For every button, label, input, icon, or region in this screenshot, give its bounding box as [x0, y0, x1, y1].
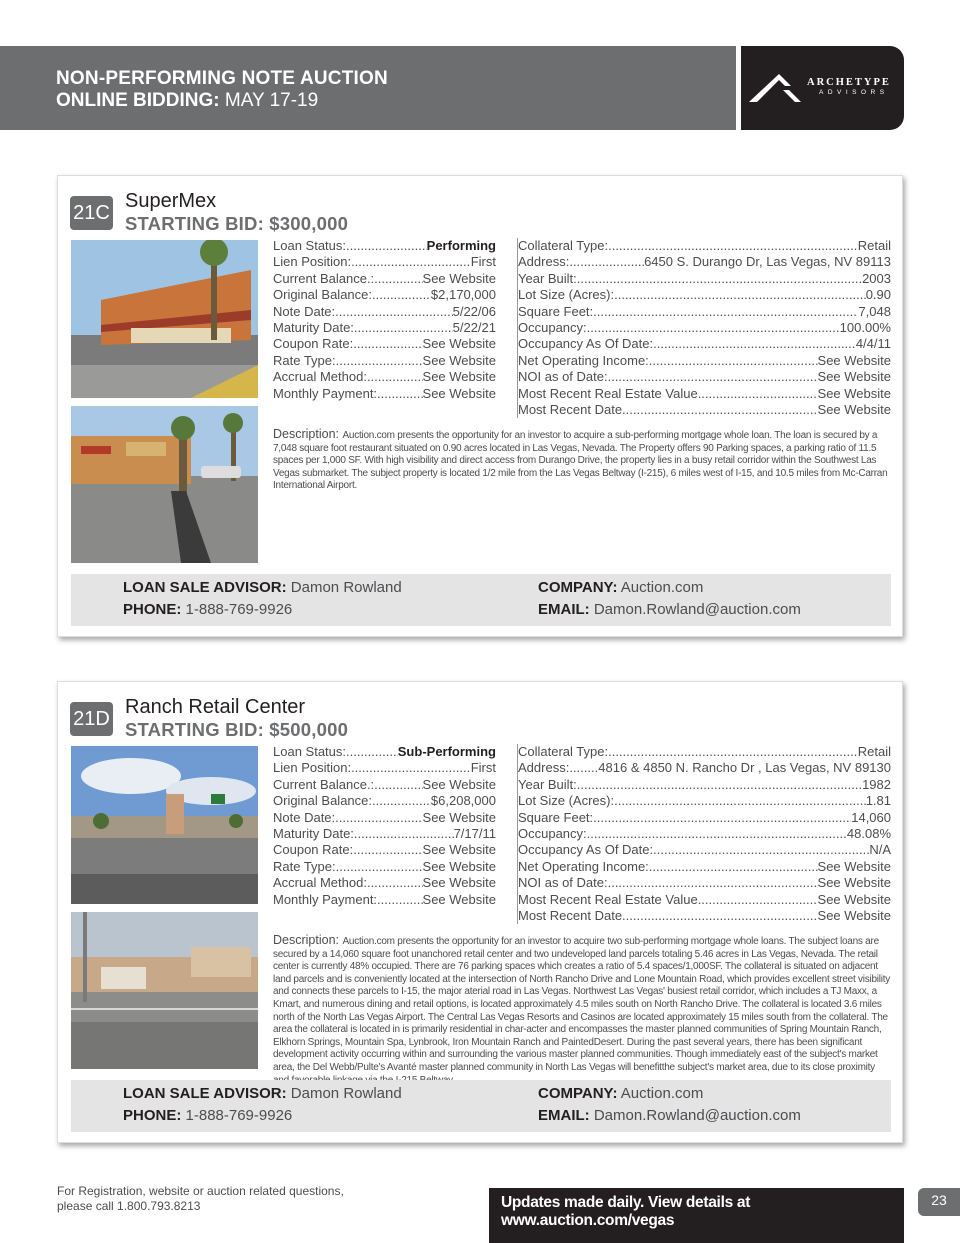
- advisor-phone[interactable]: PHONE: 1-888-769-9926: [123, 601, 293, 618]
- loan-detail-row: Original Balance: ..... $6,208,000: [273, 793, 496, 809]
- loan-detail-row: Maturity Date: ..... 7/17/11: [273, 826, 496, 842]
- collateral-detail-row: Most Recent Date ..... See Website: [518, 402, 891, 418]
- listing-title: SuperMex: [125, 190, 217, 212]
- loan-detail-row: Coupon Rate: ..... See Website: [273, 842, 496, 858]
- archetype-logo-icon: [749, 72, 809, 104]
- advisor-panel: [71, 574, 891, 626]
- logo-name: ARCHETYPE: [807, 77, 891, 88]
- page-number: 23: [918, 1188, 960, 1216]
- registration-note: For Registration, website or auction related questions, please call 1.800.793.8213: [57, 1184, 344, 1213]
- collateral-detail-row: Collateral Type: ..... Retail: [518, 744, 891, 760]
- collateral-detail-row: Square Feet: ..... 7,048: [518, 304, 891, 320]
- updates-link-text[interactable]: Updates made daily. View details at www.auction.com/vegas: [501, 1194, 751, 1229]
- property-photo-street: [71, 912, 258, 1069]
- collateral-detail-row: Most Recent Date ..... See Website: [518, 908, 891, 924]
- advisor-panel: [71, 1080, 891, 1132]
- collateral-detail-row: Most Recent Real Estate Value ..... See Website: [518, 892, 891, 908]
- loan-detail-row: Monthly Payment: ..... See Website: [273, 386, 496, 402]
- starting-bid: STARTING BID: $300,000: [125, 213, 349, 234]
- updates-banner: [489, 1188, 904, 1243]
- loan-detail-row: Lien Position: ..... First: [273, 254, 496, 270]
- collateral-detail-row: Year Built: ..... 2003: [518, 271, 891, 287]
- collateral-detail-row: Occupancy: ..... 48.08%: [518, 826, 891, 842]
- collateral-detail-row: Net Operating Income: ..... See Website: [518, 353, 891, 369]
- collateral-details: [517, 744, 891, 924]
- collateral-detail-row: Occupancy: ..... 100.00%: [518, 320, 891, 336]
- loan-detail-row: Note Date: ..... See Website: [273, 810, 496, 826]
- logo-subtitle: ADVISORS: [819, 89, 889, 96]
- collateral-details: [517, 238, 891, 418]
- archetype-logo: [741, 46, 904, 130]
- collateral-detail-row: Year Built: ..... 1982: [518, 777, 891, 793]
- header-banner: [0, 46, 736, 130]
- listing-badge: 21D: [70, 702, 113, 736]
- property-photo-parking: [71, 406, 258, 563]
- collateral-detail-row: NOI as of Date: ..... See Website: [518, 875, 891, 891]
- header-subtitle: ONLINE BIDDING: MAY 17-19: [56, 90, 319, 111]
- loan-detail-row: Current Balance.: ..... See Website: [273, 777, 496, 793]
- collateral-detail-row: Lot Size (Acres): ..... 0.90: [518, 287, 891, 303]
- loan-detail-row: Loan Status: ..... Sub-Performing: [273, 744, 496, 760]
- collateral-detail-row: Net Operating Income: ..... See Website: [518, 859, 891, 875]
- collateral-detail-row: NOI as of Date: ..... See Website: [518, 369, 891, 385]
- collateral-detail-row: Collateral Type: ..... Retail: [518, 238, 891, 254]
- loan-detail-row: Current Balance.: ..... See Website: [273, 271, 496, 287]
- loan-detail-row: Lien Position: ..... First: [273, 760, 496, 776]
- listing-description: Description: Auction.com presents the opportunity for an investor to acquire two sub-performing mortgage whole loans. The subject loans are secured by a 14,060 square foot unanchored retail center and two undeveloped land parcels totaling 5.46 acres in Las Vegas, Nevada. The retail center is currently 48% occupied. There are 76 parking spaces which creates a ratio of 5.4 spaces/1,000SF. The collateral is situated on adjacent land parcels and is conveniently located at the intersection of North Rancho Drive and Lone Mountain Road, which provides excellent street visibility and connects these parcels to I-15, the major aterial road in Las Vegas. Northwest Las Vegas' busiest retail corridor, which includes a TJ Maxx, a Kmart, and numerous dining and retail options, is located approximately 4.5 miles south on North Rancho Drive. The collateral is located 3.6 miles north of the North Las Vegas Airport. The Central Las Vegas Resorts and Casinos are located approximately 15 miles south from the collateral. The area the collateral is located in is primarily residential in char-acter and encompasses the master planned communities of Spring Mountain Ranch, Elkhorn Springs, Mountain Spa, Lynbrook, Iron Mountain Ranch and PaintedDesert. During the past several years, there has been significant development activity occurring within and surrounding the various master planned communities. Though immediately east of the subject's market area, the Del Webb/Pulte's Avanté master planned community in North Las Vegas will benefitthe subject's market area, due to its close proximity: [273, 933, 890, 1073]
- advisor-name: LOAN SALE ADVISOR: Damon Rowland: [123, 579, 402, 596]
- advisor-phone[interactable]: PHONE: 1-888-769-9926: [123, 1107, 293, 1124]
- advisor-email[interactable]: EMAIL: Damon.Rowland@auction.com: [538, 1107, 801, 1124]
- loan-detail-row: Monthly Payment: ..... See Website: [273, 892, 496, 908]
- loan-detail-row: Rate Type: ..... See Website: [273, 353, 496, 369]
- loan-detail-row: Rate Type: ..... See Website: [273, 859, 496, 875]
- collateral-detail-row: Address: ..... 6450 S. Durango Dr, Las Vegas, NV 89113: [518, 254, 891, 270]
- loan-detail-row: Note Date: ..... 5/22/06: [273, 304, 496, 320]
- header-title: NON-PERFORMING NOTE AUCTION: [56, 68, 388, 89]
- loan-detail-row: Accrual Method: ..... See Website: [273, 369, 496, 385]
- listing-badge: 21C: [70, 196, 113, 230]
- loan-detail-row: Original Balance: ..... $2,170,000: [273, 287, 496, 303]
- collateral-detail-row: Most Recent Real Estate Value ..... See Website: [518, 386, 891, 402]
- loan-detail-row: Loan Status: ..... Performing: [273, 238, 496, 254]
- loan-details: [273, 238, 496, 402]
- advisor-company: COMPANY: Auction.com: [538, 579, 704, 596]
- collateral-detail-row: Square Feet: ..... 14,060: [518, 810, 891, 826]
- listing-title: Ranch Retail Center: [125, 696, 306, 718]
- listing-card-21c: [57, 175, 903, 637]
- loan-detail-row: Maturity Date: ..... 5/22/21: [273, 320, 496, 336]
- collateral-detail-row: Occupancy As Of Date: ..... 4/4/11: [518, 336, 891, 352]
- collateral-detail-row: Occupancy As Of Date: ..... N/A: [518, 842, 891, 858]
- listing-card-21d: [57, 681, 903, 1143]
- advisor-name: LOAN SALE ADVISOR: Damon Rowland: [123, 1085, 402, 1102]
- property-photo-retail-center: [71, 746, 258, 904]
- loan-detail-row: Accrual Method: ..... See Website: [273, 875, 496, 891]
- advisor-company: COMPANY: Auction.com: [538, 1085, 704, 1102]
- collateral-detail-row: Lot Size (Acres): ..... 1.81: [518, 793, 891, 809]
- loan-detail-row: Coupon Rate: ..... See Website: [273, 336, 496, 352]
- listing-description: Description: Auction.com presents the opportunity for an investor to acquire a sub-performing mortgage whole loan. The loan is secured by a 7,048 square foot restaurant situated on 0.90 acres located in Las Vegas, Nevada. The Property offers 90 Parking spaces, a parking ratio of 11.5 spaces per 1,000 SF. With high visibility and direct access from Durango Drive, the property lies in a busy retail corridor within the Southwest Las Vegas submarket. The subject property is located 1/2 mile from the Las Vegas Beltway (I-215), 6 miles west of I-15, and 10.5 miles from Mc-Carran International Airport.: [273, 427, 888, 492]
- advisor-email[interactable]: EMAIL: Damon.Rowland@auction.com: [538, 601, 801, 618]
- loan-details: [273, 744, 496, 908]
- collateral-detail-row: Address: ..... 4816 & 4850 N. Rancho Dr , Las Vegas, NV 89130: [518, 760, 891, 776]
- property-photo-restaurant: [71, 240, 258, 398]
- starting-bid: STARTING BID: $500,000: [125, 719, 349, 740]
